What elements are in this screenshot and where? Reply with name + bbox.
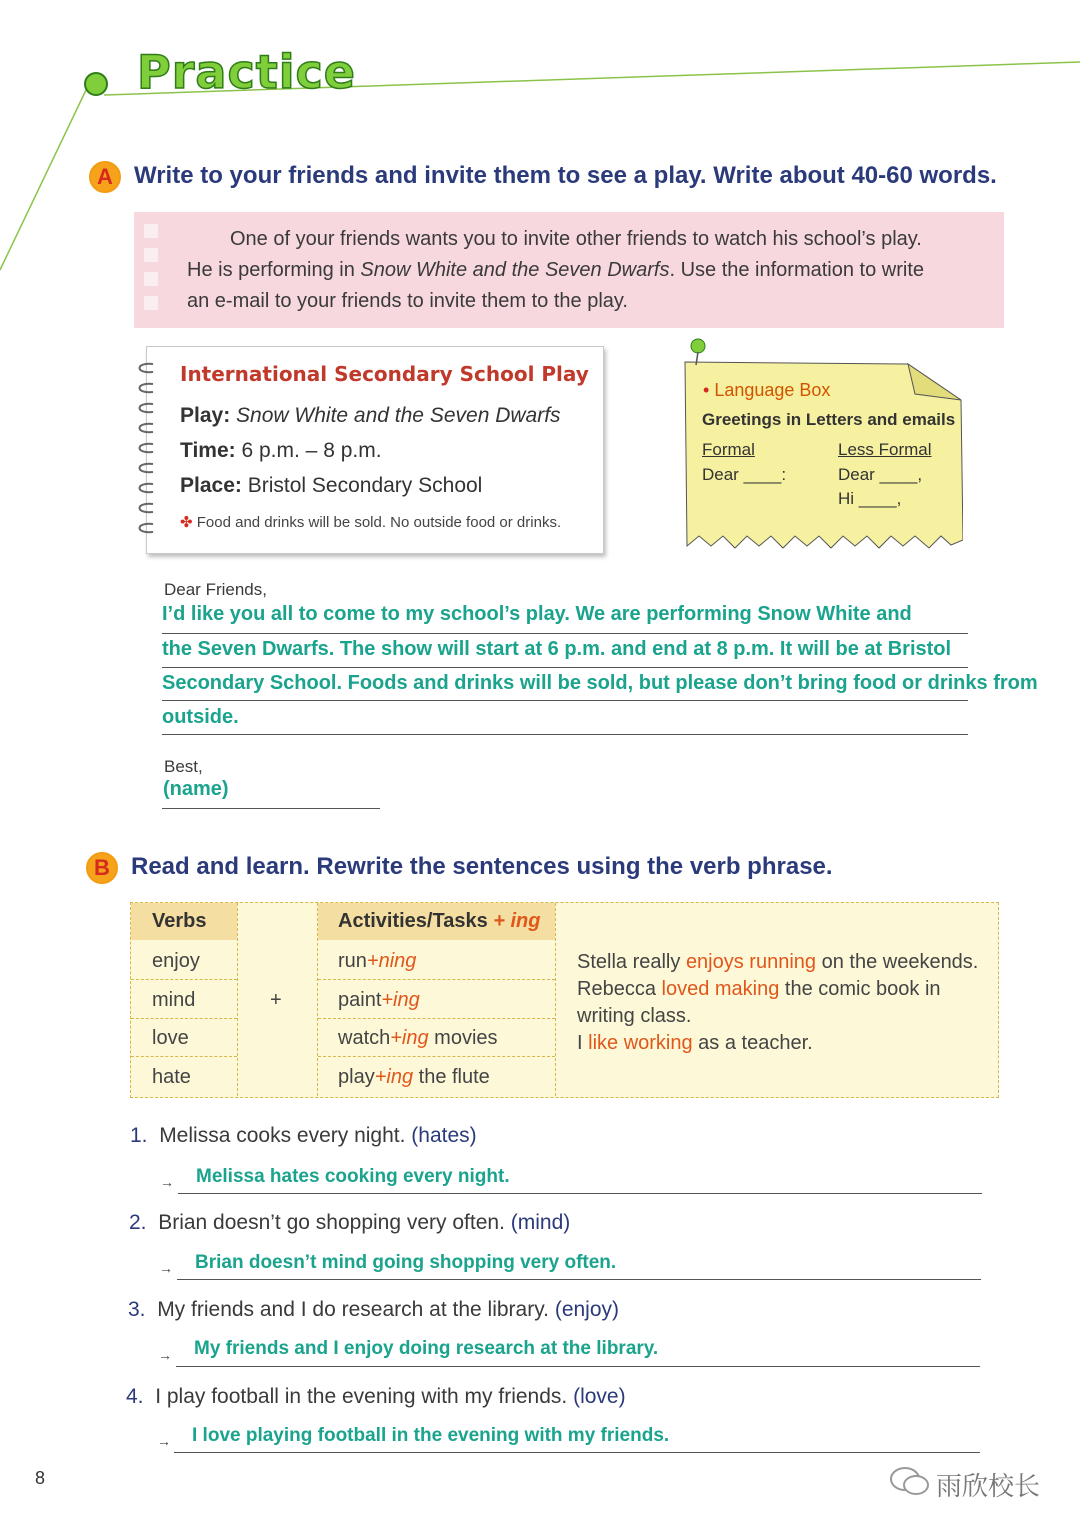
notepad-note: ✤ Food and drinks will be sold. No outside food or drinks. bbox=[180, 514, 562, 531]
notepad-title: International Secondary School Play bbox=[180, 362, 589, 386]
answer-rule bbox=[177, 1279, 981, 1280]
page-number: 8 bbox=[35, 1468, 46, 1488]
instruction-text: One of your friends wants you to invite other friends to watch his school’s play. He is performing in Snow White and the Seven Dwarfs. Use the information to write an e-mail to your friends to invite them to the play. bbox=[187, 228, 925, 312]
answer-rule bbox=[176, 1366, 980, 1367]
notepad-place: Place: Bristol Secondary School bbox=[180, 474, 483, 497]
letter-line-2: the Seven Dwarfs. The show will start at 6 p.m. and end at 8 p.m. It will be at Bristol bbox=[162, 638, 952, 660]
language-box-title: • Language Box bbox=[703, 380, 831, 400]
verbs-header: Verbs bbox=[131, 903, 237, 940]
language-box-informal-item-2: Hi ____, bbox=[838, 489, 902, 508]
letter-line-1: I’d like you all to come to my school’s play. We are performing Snow White and bbox=[162, 603, 912, 625]
language-box-informal-header: Less Formal bbox=[838, 440, 932, 459]
answer-4: I love playing football in the evening with my friends. bbox=[192, 1425, 670, 1446]
letter-closing: Best, bbox=[164, 757, 203, 776]
letter-line-4: outside. bbox=[162, 706, 239, 728]
notepad-time: Time: 6 p.m. – 8 p.m. bbox=[180, 439, 382, 462]
activity-cell: play+ing the flute bbox=[338, 1066, 490, 1088]
letter-rule-3 bbox=[162, 700, 968, 701]
page-title: Practice bbox=[137, 45, 356, 99]
language-box-formal-header: Formal bbox=[702, 440, 755, 459]
answer-rule bbox=[178, 1193, 982, 1194]
spiral-binding-icon bbox=[133, 360, 159, 540]
letter-rule-4 bbox=[162, 734, 968, 735]
arrow-icon: → bbox=[157, 1433, 171, 1449]
watermark: 雨欣校长 bbox=[936, 1472, 1041, 1502]
letter-rule-2 bbox=[162, 667, 968, 668]
letter-signature: (name) bbox=[163, 778, 229, 800]
question-3: 3. My friends and I do research at the library. (enjoy) bbox=[128, 1298, 620, 1321]
activity-cell: run+ning bbox=[338, 950, 417, 972]
language-box-informal-item-1: Dear ____, bbox=[838, 465, 923, 484]
wechat-icon bbox=[888, 1465, 932, 1499]
arrow-icon: → bbox=[159, 1260, 173, 1276]
activity-cell: paint+ing bbox=[338, 989, 420, 1011]
arrow-icon: → bbox=[160, 1174, 174, 1190]
section-b-heading: Read and learn. Rewrite the sentences using the verb phrase. bbox=[131, 853, 833, 880]
letter-greeting: Dear Friends, bbox=[164, 580, 267, 599]
question-2: 2. Brian doesn’t go shopping very often. (mind) bbox=[129, 1211, 571, 1234]
flower-icon: ✤ bbox=[180, 514, 193, 531]
language-box-formal-item: Dear ____: bbox=[702, 465, 787, 484]
letter-rule-1 bbox=[162, 633, 968, 634]
language-box-subtitle: Greetings in Letters and emails bbox=[702, 410, 956, 429]
answer-rule bbox=[174, 1452, 980, 1453]
verb-cell: mind bbox=[152, 989, 196, 1011]
verb-cell: enjoy bbox=[152, 950, 200, 972]
answer-1: Melissa hates cooking every night. bbox=[196, 1166, 510, 1187]
letter-line-3: Secondary School. Foods and drinks will be sold, but please don’t bring food or drinks from bbox=[162, 672, 1038, 694]
question-4: 4. I play football in the evening with my friends. (love) bbox=[126, 1385, 626, 1408]
answer-3: My friends and I enjoy doing research at the library. bbox=[194, 1338, 659, 1359]
bullet-icon: • bbox=[703, 380, 710, 400]
arrow-icon: → bbox=[158, 1347, 172, 1363]
pin-icon bbox=[688, 338, 708, 366]
activities-header: Activities/Tasks + ing bbox=[318, 903, 555, 940]
plus-sign: + bbox=[270, 989, 282, 1011]
example-sentences: Stella really enjoys running on the weekends. Rebecca loved making the comic book in writing class. I like working as a teacher. bbox=[577, 951, 979, 1054]
answer-2: Brian doesn’t mind going shopping very often. bbox=[195, 1252, 617, 1273]
verb-cell: hate bbox=[152, 1066, 191, 1088]
section-a-badge: A bbox=[89, 161, 121, 193]
section-b-badge: B bbox=[86, 852, 118, 884]
notepad-play: Play: Snow White and the Seven Dwarfs bbox=[180, 404, 561, 427]
title-bullet-icon bbox=[84, 72, 108, 96]
verb-cell: love bbox=[152, 1027, 189, 1049]
activity-cell: watch+ing movies bbox=[338, 1027, 498, 1049]
signature-rule bbox=[162, 808, 380, 809]
question-1: 1. Melissa cooks every night. (hates) bbox=[130, 1124, 477, 1147]
section-a-heading: Write to your friends and invite them to see a play. Write about 40-60 words. bbox=[134, 162, 997, 189]
